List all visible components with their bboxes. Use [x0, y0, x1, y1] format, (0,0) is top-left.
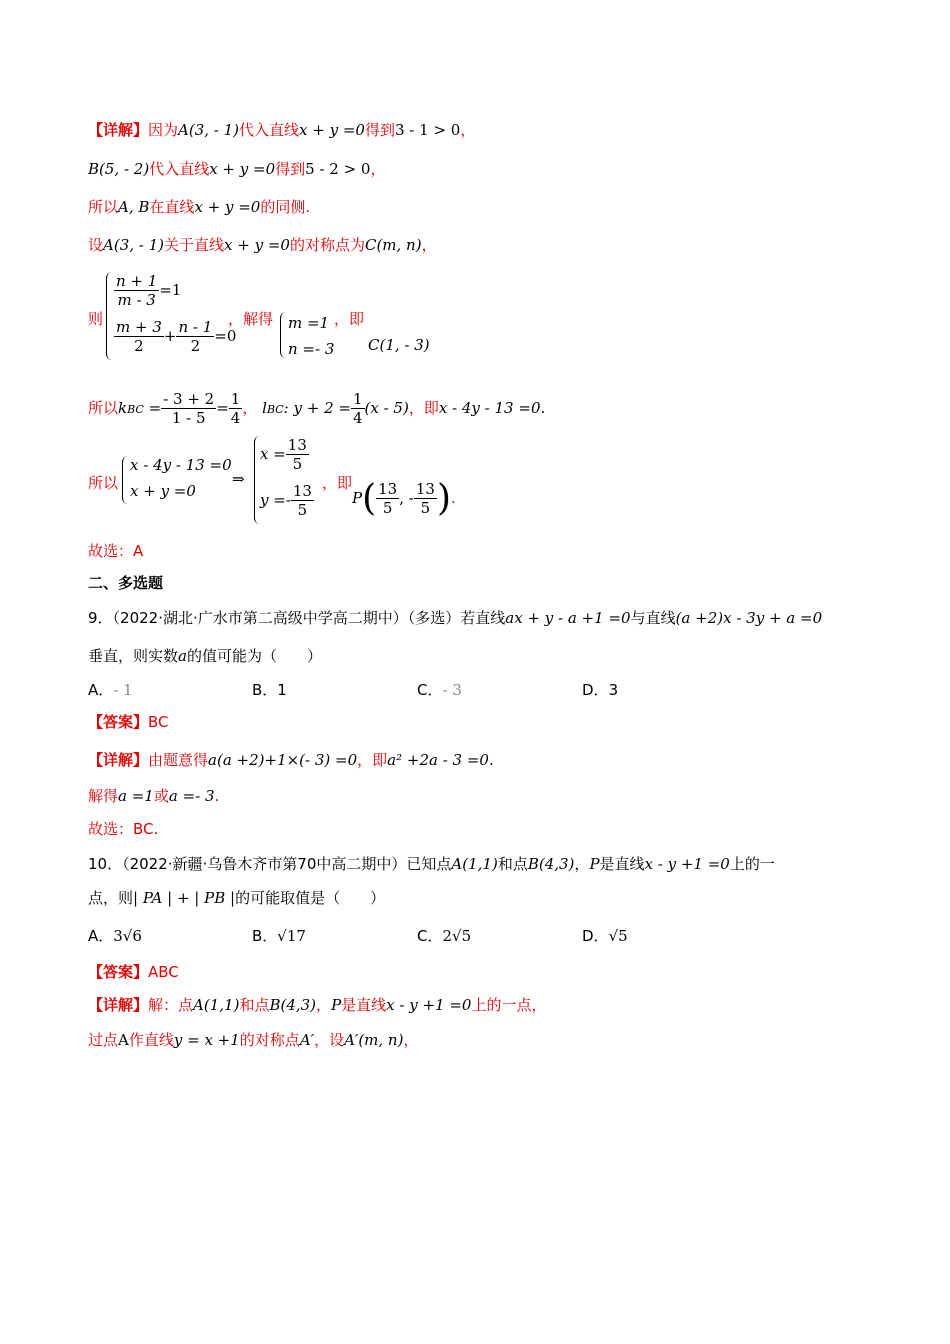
x-eq: x = — [260, 445, 286, 463]
text: 是直线 — [341, 996, 387, 1014]
answer-tag: 【答案】 — [88, 963, 149, 981]
sol8-line-3 — [88, 196, 310, 218]
point-c-result — [368, 336, 430, 354]
fraction — [114, 272, 159, 309]
implies-arrow — [232, 470, 245, 488]
system-brace — [106, 272, 113, 360]
arrow: ⇒ — [232, 470, 245, 488]
text: 是直线 — [599, 855, 645, 873]
denominator: 2 — [134, 337, 144, 355]
subscript: BC — [266, 403, 284, 416]
text: 设 — [88, 236, 104, 254]
system-eq-2 — [130, 482, 196, 500]
sol8-line-1 — [88, 119, 475, 141]
text: 所以 — [88, 198, 119, 216]
solution-n — [288, 340, 334, 358]
text: . — [488, 751, 494, 769]
equation: x - 4y - 13 =0 — [130, 456, 232, 474]
point-p: P — [352, 489, 363, 507]
equation: (x - 5) — [364, 399, 409, 417]
option-value: - 3 — [442, 681, 462, 699]
denominator: 5 — [292, 455, 303, 473]
numerator: 13 — [415, 480, 435, 498]
text: 的值可能为（ ） — [186, 647, 322, 665]
q9-option-a[interactable] — [88, 679, 133, 700]
line-equation: x - y +1 =0 — [386, 996, 472, 1014]
text: 所以 — [88, 399, 119, 417]
q10-detail-2 — [88, 1029, 418, 1051]
variable: a — [178, 647, 187, 665]
q10-option-a[interactable] — [88, 925, 142, 946]
option-label: D． — [582, 927, 609, 945]
point-p-result — [352, 478, 456, 519]
point-b: B(4,3) — [269, 996, 317, 1014]
plus: + — [163, 327, 177, 345]
text: 解：点 — [148, 996, 194, 1014]
sol8-answer: 故选：A — [88, 542, 144, 560]
option-label: A． — [88, 927, 114, 945]
question-number: 9． — [88, 609, 113, 627]
solution-m — [288, 314, 329, 332]
text: 由题意得 — [148, 751, 209, 769]
q10-option-b[interactable] — [252, 925, 306, 946]
numerator: n + 1 — [116, 272, 158, 290]
text: 作直线 — [128, 1031, 174, 1049]
q9-answer — [88, 711, 169, 733]
denominator: 4 — [352, 409, 363, 427]
text: 关于直线 — [164, 236, 225, 254]
section-heading: 二、多选题 — [88, 574, 164, 592]
sol8-line-6 — [88, 388, 545, 430]
q9-stem-line-1 — [88, 607, 822, 629]
point-p: P — [589, 855, 600, 873]
text: 和点 — [239, 996, 270, 1014]
question-source: （2022·湖北·广水市第二高级中学高二期中）（多选）若直线 — [112, 609, 506, 627]
value: a =- 3 — [168, 787, 215, 805]
text: 上的一 — [729, 855, 775, 873]
text: ，解得 — [228, 310, 274, 328]
slope-k: k — [118, 399, 128, 417]
ji-label — [334, 308, 364, 329]
text: . — [214, 787, 220, 805]
denominator: 1 - 5 — [171, 409, 206, 427]
text: 的对称点 — [239, 1031, 300, 1049]
close-paren: ) — [436, 478, 451, 519]
line-equation: x + y =0 — [224, 236, 290, 254]
fraction — [291, 482, 314, 519]
q9-option-b[interactable] — [252, 679, 287, 700]
fraction — [161, 390, 216, 427]
fraction — [351, 390, 365, 427]
option-label: C． — [417, 927, 443, 945]
text: 则 — [88, 310, 104, 328]
numerator: 13 — [287, 436, 307, 454]
text: ， — [574, 855, 590, 873]
option-label: C． — [417, 681, 443, 699]
text: . — [450, 489, 456, 507]
answer-value: ABC — [148, 963, 179, 981]
option-value: 3√6 — [113, 927, 142, 945]
denominator: 2 — [190, 337, 201, 355]
q10-answer — [88, 961, 179, 983]
q9-final: 故选：BC. — [88, 820, 159, 838]
text: ， — [316, 996, 332, 1014]
line-equation: x + y =0 — [299, 121, 365, 139]
rhs: =0 — [214, 327, 237, 345]
q10-stem-line-2 — [88, 887, 385, 909]
option-label: D． — [582, 681, 609, 699]
point-b: B(5, - 2) — [88, 160, 150, 178]
point-a: A — [118, 1031, 129, 1049]
numerator: 1 — [230, 390, 241, 408]
text: 点，则 — [88, 889, 134, 907]
equals: = — [148, 399, 162, 417]
y-eq: y =- — [260, 491, 291, 509]
sol8-line-4 — [88, 234, 437, 256]
point-c: C(m, n) — [364, 236, 422, 254]
answer-tag: 【答案】 — [88, 713, 149, 731]
fraction — [414, 480, 437, 517]
text: 或 — [153, 787, 169, 805]
text: ，设 — [314, 1031, 345, 1049]
denominator: 5 — [382, 499, 393, 517]
text: 解得 — [88, 787, 119, 805]
text: ， — [460, 121, 476, 139]
text: ，即 — [334, 310, 365, 328]
q9-option-c[interactable] — [417, 679, 462, 700]
line-equation: y = x +1 — [173, 1031, 240, 1049]
option-value: √17 — [277, 927, 306, 945]
q9-option-d[interactable] — [582, 679, 618, 700]
q10-option-d[interactable] — [582, 925, 628, 946]
point-a: A(3, - 1) — [178, 121, 240, 139]
option-label: B． — [252, 927, 278, 945]
point-a: A(3, - 1) — [103, 236, 165, 254]
text: 的可能取值是（ ） — [235, 889, 386, 907]
solution-brace — [280, 312, 287, 358]
line-equation: x - y +1 =0 — [644, 855, 730, 873]
text: 上的一点， — [471, 996, 547, 1014]
point-p: P — [331, 996, 342, 1014]
m-value: m =1 — [288, 314, 330, 332]
question-number: 10． — [88, 855, 123, 873]
q9-solution — [88, 785, 219, 807]
option-value: - 1 — [113, 681, 133, 699]
equation: (a +2)x - 3y + a =0 — [675, 609, 823, 627]
inequality: 5 - 2 > 0 — [305, 160, 371, 178]
point-a-prime: A′ — [299, 1031, 315, 1049]
fraction — [376, 480, 399, 517]
equation: a² +2a - 3 =0 — [387, 751, 489, 769]
detail-tag: 【详解】 — [88, 996, 149, 1014]
text: 的同侧. — [260, 198, 311, 216]
sol8-line-2 — [88, 158, 386, 180]
question-source: （2022·新疆·乌鲁木齐市第70中高二期中）已知点 — [122, 855, 452, 873]
subscript: BC — [127, 403, 144, 416]
points: A, B — [118, 198, 150, 216]
fraction — [229, 390, 243, 427]
q9-stem-line-2 — [88, 645, 322, 667]
q10-option-c[interactable] — [417, 925, 471, 946]
numerator: m + 3 — [116, 318, 162, 336]
numerator: n - 1 — [178, 318, 213, 336]
point-a: A(1,1) — [193, 996, 240, 1014]
numerator: 1 — [352, 390, 363, 408]
text: 所以 — [88, 474, 119, 492]
sol8-line-7-label — [88, 472, 118, 493]
text: 垂直，则实数 — [88, 647, 179, 665]
text: 代入直线 — [239, 121, 300, 139]
text: 在直线 — [149, 198, 195, 216]
sol8-line-5-label — [88, 308, 103, 329]
fraction — [286, 436, 309, 473]
rhs: =1 — [159, 281, 182, 299]
system-eq-1 — [130, 456, 232, 474]
result-equation: x - 4y - 13 =0 — [438, 399, 541, 417]
text: 得到 — [364, 121, 395, 139]
text: ，即 — [322, 474, 353, 492]
option-label: A． — [88, 681, 114, 699]
detail-tag: 【详解】 — [88, 121, 149, 139]
text: ， — [421, 236, 437, 254]
open-paren: ( — [362, 478, 377, 519]
line-equation: x + y =0 — [194, 198, 261, 216]
solve-label — [228, 308, 273, 329]
equation: : y + 2 = — [283, 399, 351, 417]
text: 的对称点为 — [289, 236, 365, 254]
text: 因为 — [148, 121, 179, 139]
denominator: m - 3 — [117, 291, 156, 309]
text: 和点 — [497, 855, 528, 873]
point-c: C(1, - 3) — [368, 336, 430, 354]
option-label: B． — [252, 681, 278, 699]
inequality: 3 - 1 > 0 — [394, 121, 461, 139]
fraction — [176, 318, 214, 355]
system-eq-2 — [114, 318, 236, 355]
text: . — [540, 399, 546, 417]
ji-label — [322, 472, 352, 493]
text: 与直线 — [630, 609, 676, 627]
text: 得到 — [275, 160, 306, 178]
comma: , - — [399, 489, 414, 507]
line-equation: x + y =0 — [209, 160, 276, 178]
equals: = — [216, 399, 229, 417]
text: ，即 — [408, 399, 439, 417]
equation: ax + y - a +1 =0 — [505, 609, 631, 627]
fraction — [114, 318, 164, 355]
answer-value: BC — [148, 713, 169, 731]
option-value: 2√5 — [442, 927, 472, 945]
text: ，即 — [357, 751, 388, 769]
denominator: 5 — [420, 499, 431, 517]
q9-detail — [88, 749, 494, 771]
line-l: l — [262, 399, 267, 417]
equation: a(a +2)+1×(- 3) =0 — [208, 751, 358, 769]
q10-detail — [88, 994, 547, 1016]
point-b: B(4,3) — [527, 855, 575, 873]
detail-tag: 【详解】 — [88, 751, 149, 769]
system-eq-1 — [114, 272, 181, 309]
n-value: n =- 3 — [288, 340, 335, 358]
text: ， — [403, 1031, 419, 1049]
q10-stem-line-1 — [88, 853, 775, 875]
denominator: 4 — [230, 409, 241, 427]
numerator: - 3 + 2 — [163, 390, 215, 408]
option-value: 1 — [277, 681, 287, 699]
numerator: 13 — [292, 482, 312, 500]
point-a: A(1,1) — [451, 855, 498, 873]
option-value: √5 — [608, 927, 628, 945]
value: a =1 — [118, 787, 154, 805]
option-value: 3 — [608, 681, 619, 699]
system-brace — [122, 456, 129, 504]
text: ， — [370, 160, 386, 178]
denominator: 5 — [297, 501, 308, 519]
expression: | PA | + | PB | — [133, 889, 236, 907]
text: ， — [242, 399, 258, 417]
text: 代入直线 — [149, 160, 210, 178]
equation: x + y =0 — [130, 482, 196, 500]
solution-x — [260, 436, 309, 473]
solution-y — [260, 482, 314, 519]
text: 过点 — [88, 1031, 119, 1049]
point-a-prime-coords: A′(m, n) — [344, 1031, 404, 1049]
numerator: 13 — [378, 480, 398, 498]
